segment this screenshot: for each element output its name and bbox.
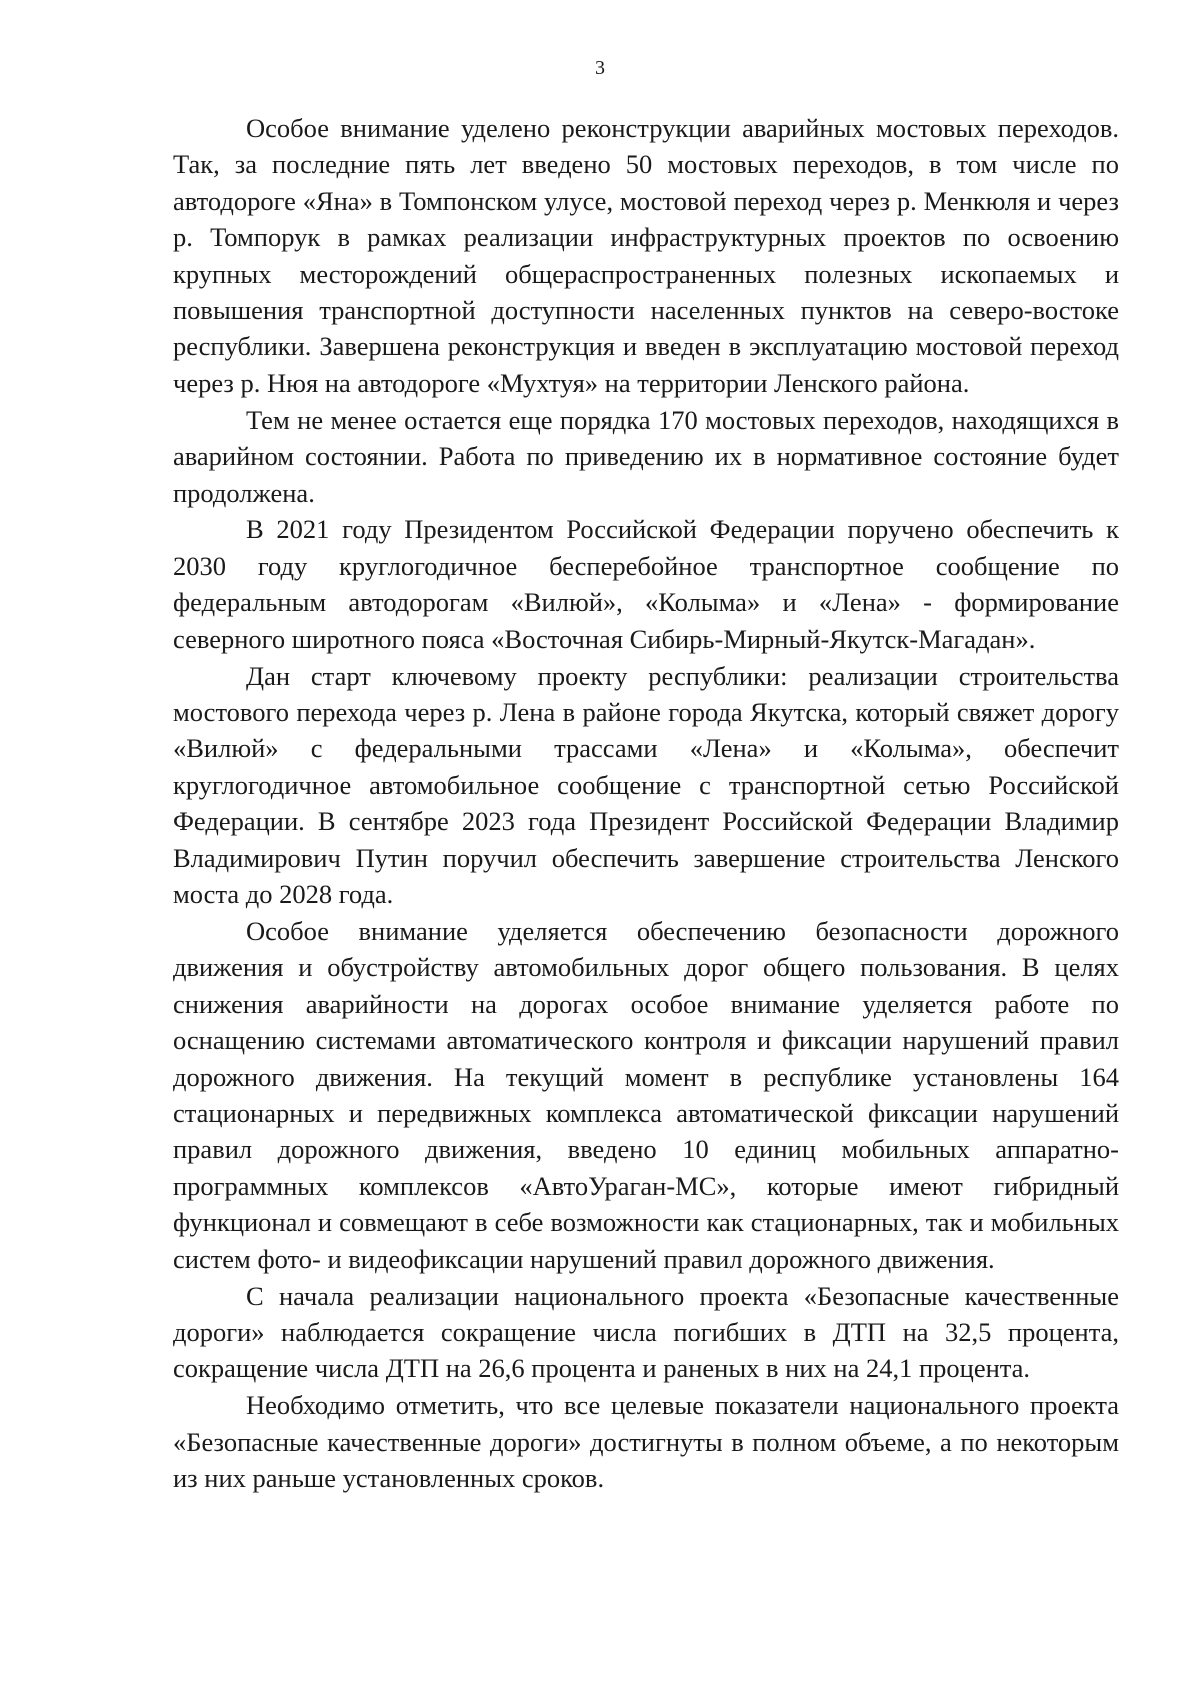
paragraph-national-project-results: С начала реализации национального проекта «Безопасные качественные дороги» наблюдается сокращение числа погибших в ДТП на 32,5 процента, сокращение числа ДТП на 26,6 процента и раненых в них на 24,1 процента. <box>173 1280 1119 1384</box>
page-number: 3 <box>595 57 605 79</box>
paragraph-emergency-bridges: Тем не менее остается еще порядка 170 мостовых переходов, находящихся в аварийном состоянии. Работа по приведению их в нормативное состояние будет продолжена. <box>173 404 1119 508</box>
paragraph-lena-bridge: Дан старт ключевому проекту республики: реализации строительства мостового перехода через р. Лена в районе города Якутска, который свяжет дорогу «Вилюй» с федеральными трассами «Лена» и «Колыма», обеспечит круглогодичное автомобильное сообщение с транспортной сетью Российской Федерации. В сентябре 2023 года Президент Российской Федерации Владимир Владимирович Путин поручил обеспечить завершение строительства Ленского моста до 2028 года. <box>173 660 1119 910</box>
paragraph-federal-roads: В 2021 году Президентом Российской Федерации поручено обеспечить к 2030 году круглогодичное бесперебойное транспортное сообщение по федеральным автодорогам «Вилюй», «Колыма» и «Лена» - формирование северного широтного пояса «Восточная Сибирь-Мирный-Якутск-Магадан». <box>173 514 1119 654</box>
document-body <box>173 110 1119 1496</box>
paragraph-bridge-reconstruction: Особое внимание уделено реконструкции аварийных мостовых переходов. Так, за последние пять лет введено 50 мостовых переходов, в том числе по автодороге «Яна» в Томпонском улусе, мостовой переход через р. Менкюля и через р. Томпорук в рамках реализации инфраструктурных проектов по освоению крупных месторождений общераспространенных полезных ископаемых и повышения транспортной доступности населенных пунктов на северо-востоке республики. Завершена реконструкция и введен в эксплуатацию мостовой переход через р. Нюя на автодороге «Мухтуя» на территории Ленского района. <box>173 113 1119 398</box>
paragraph-targets-achieved: Необходимо отметить, что все целевые показатели национального проекта «Безопасные качественные дороги» достигнуты в полном объеме, а по некоторым из них раньше установленных сроков. <box>173 1390 1119 1494</box>
paragraph-road-safety: Особое внимание уделяется обеспечению безопасности дорожного движения и обустройству автомобильных дорог общего пользования. В целях снижения аварийности на дорогах особое внимание уделяется работе по оснащению системами автоматического контроля и фиксации нарушений правил дорожного движения. На текущий момент в республике установлены 164 стационарных и передвижных комплекса автоматической фиксации нарушений правил дорожного движения, введено 10 единиц мобильных аппаратно-программных комплексов «АвтоУраган-МС», которые имеют гибридный функционал и совмещают в себе возможности как стационарных, так и мобильных систем фото- и видеофиксации нарушений правил дорожного движения. <box>173 915 1119 1274</box>
